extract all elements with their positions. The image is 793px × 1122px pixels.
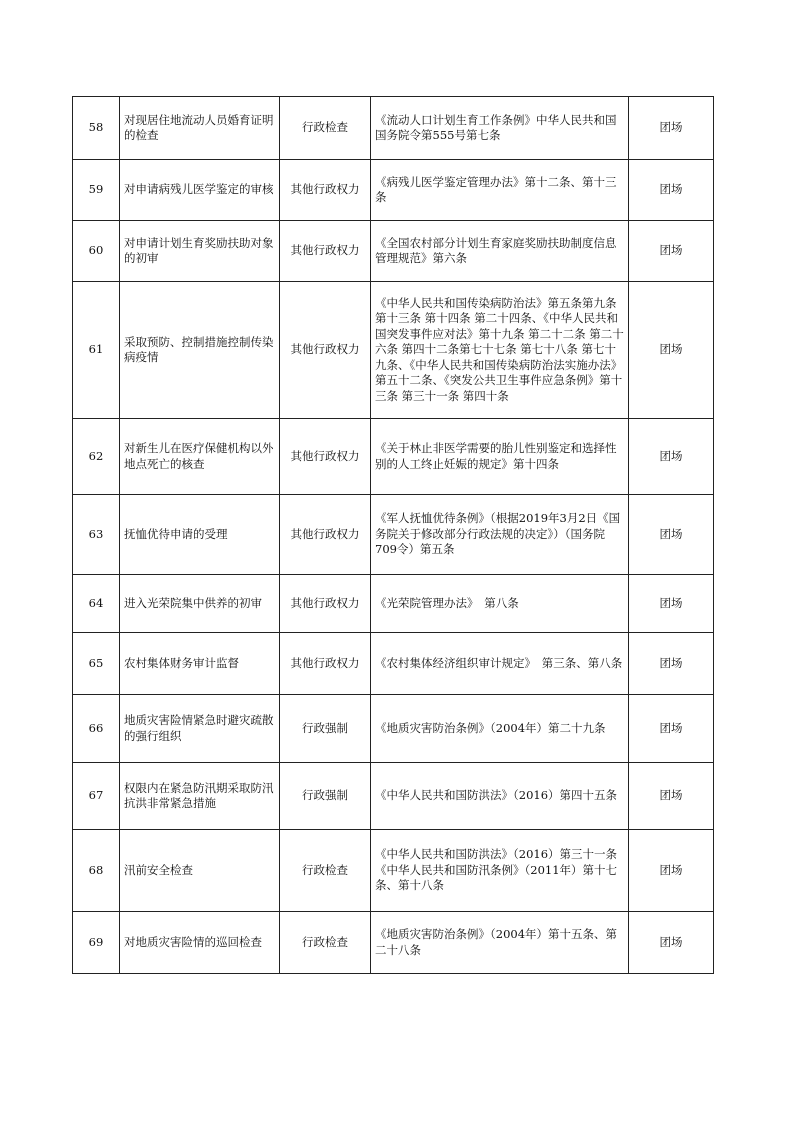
- legal-basis: 《全国农村部分计划生育家庭奖励扶助制度信息管理规范》第六条: [371, 221, 629, 282]
- legal-basis: 《流动人口计划生育工作条例》中华人民共和国国务院令第555号第七条: [371, 97, 629, 160]
- item-name: 地质灾害险情紧急时避灾疏散的强行组织: [120, 695, 280, 763]
- responsible-unit: 团场: [629, 495, 714, 575]
- power-type: 行政强制: [280, 695, 371, 763]
- table-row: [73, 633, 714, 695]
- legal-basis: 《地质灾害防治条例》（2004年）第二十九条: [371, 695, 629, 763]
- item-name: 采取预防、控制措施控制传染病疫情: [120, 282, 280, 419]
- legal-basis: 《军人抚恤优待条例》（根据2019年3月2日《国务院关于修改部分行政法规的决定》）（国务院709令）第五条: [371, 495, 629, 575]
- row-number: 64: [73, 575, 120, 633]
- table-row: [73, 160, 714, 221]
- legal-basis: 《农村集体经济组织审计规定》 第三条、第八条: [371, 633, 629, 695]
- item-name: 进入光荣院集中供养的初审: [120, 575, 280, 633]
- row-number: 66: [73, 695, 120, 763]
- item-name: 农村集体财务审计监督: [120, 633, 280, 695]
- power-type: 行政强制: [280, 763, 371, 830]
- legal-basis: 《地质灾害防治条例》（2004年）第十五条、第二十八条: [371, 912, 629, 974]
- item-name: 对地质灾害险情的巡回检查: [120, 912, 280, 974]
- responsible-unit: 团场: [629, 575, 714, 633]
- power-type: 其他行政权力: [280, 221, 371, 282]
- power-type: 其他行政权力: [280, 282, 371, 419]
- legal-basis: 《中华人民共和国传染病防治法》第五条第九条 第十三条 第十四条 第二十四条、《中华人民共和国突发事件应对法》第十九条 第二十二条 第二十六条 第四十二条第七十七条 第七十八条 第七十九条、《中华人民共和国传染病防治法实施办法》第五十二条、《突发公共卫生事件应急条例》第十三条 第三十一条 第四十条: [371, 282, 629, 419]
- responsible-unit: 团场: [629, 419, 714, 495]
- power-type: 其他行政权力: [280, 575, 371, 633]
- table-row: [73, 495, 714, 575]
- power-type: 行政检查: [280, 830, 371, 912]
- responsible-unit: 团场: [629, 763, 714, 830]
- row-number: 69: [73, 912, 120, 974]
- item-name: 权限内在紧急防汛期采取防汛抗洪非常紧急措施: [120, 763, 280, 830]
- item-name: 对申请病残儿医学鉴定的审核: [120, 160, 280, 221]
- responsible-unit: 团场: [629, 282, 714, 419]
- legal-basis: 《光荣院管理办法》 第八条: [371, 575, 629, 633]
- power-type: 其他行政权力: [280, 160, 371, 221]
- table-row: [73, 763, 714, 830]
- row-number: 63: [73, 495, 120, 575]
- responsible-unit: 团场: [629, 97, 714, 160]
- power-type: 行政检查: [280, 912, 371, 974]
- row-number: 67: [73, 763, 120, 830]
- responsible-unit: 团场: [629, 695, 714, 763]
- power-type: 其他行政权力: [280, 495, 371, 575]
- item-name: 汛前安全检查: [120, 830, 280, 912]
- power-type: 其他行政权力: [280, 419, 371, 495]
- row-number: 59: [73, 160, 120, 221]
- power-type: 行政检查: [280, 97, 371, 160]
- item-name: 对申请计划生育奖励扶助对象的初审: [120, 221, 280, 282]
- item-name: 对现居住地流动人员婚育证明的检查: [120, 97, 280, 160]
- power-list-table: [72, 96, 714, 974]
- responsible-unit: 团场: [629, 830, 714, 912]
- legal-basis: 《中华人民共和国防洪法》（2016）第四十五条: [371, 763, 629, 830]
- row-number: 65: [73, 633, 120, 695]
- table-row: [73, 221, 714, 282]
- row-number: 58: [73, 97, 120, 160]
- legal-basis: 《病残儿医学鉴定管理办法》第十二条、第十三条: [371, 160, 629, 221]
- item-name: 抚恤优待申请的受理: [120, 495, 280, 575]
- table-row: [73, 575, 714, 633]
- table-row: [73, 695, 714, 763]
- row-number: 60: [73, 221, 120, 282]
- table-row: [73, 282, 714, 419]
- document-page: [72, 96, 708, 974]
- legal-basis: 《中华人民共和国防洪法》（2016）第三十一条 《中华人民共和国防汛条例》（2011年）第十七条、第十八条: [371, 830, 629, 912]
- table-row: [73, 830, 714, 912]
- responsible-unit: 团场: [629, 160, 714, 221]
- responsible-unit: 团场: [629, 912, 714, 974]
- table-row: [73, 419, 714, 495]
- responsible-unit: 团场: [629, 633, 714, 695]
- row-number: 68: [73, 830, 120, 912]
- table-row: [73, 97, 714, 160]
- table-row: [73, 912, 714, 974]
- responsible-unit: 团场: [629, 221, 714, 282]
- item-name: 对新生儿在医疗保健机构以外地点死亡的核查: [120, 419, 280, 495]
- legal-basis: 《关于林止非医学需要的胎儿性别鉴定和选择性别的人工终止妊娠的规定》第十四条: [371, 419, 629, 495]
- power-type: 其他行政权力: [280, 633, 371, 695]
- row-number: 61: [73, 282, 120, 419]
- row-number: 62: [73, 419, 120, 495]
